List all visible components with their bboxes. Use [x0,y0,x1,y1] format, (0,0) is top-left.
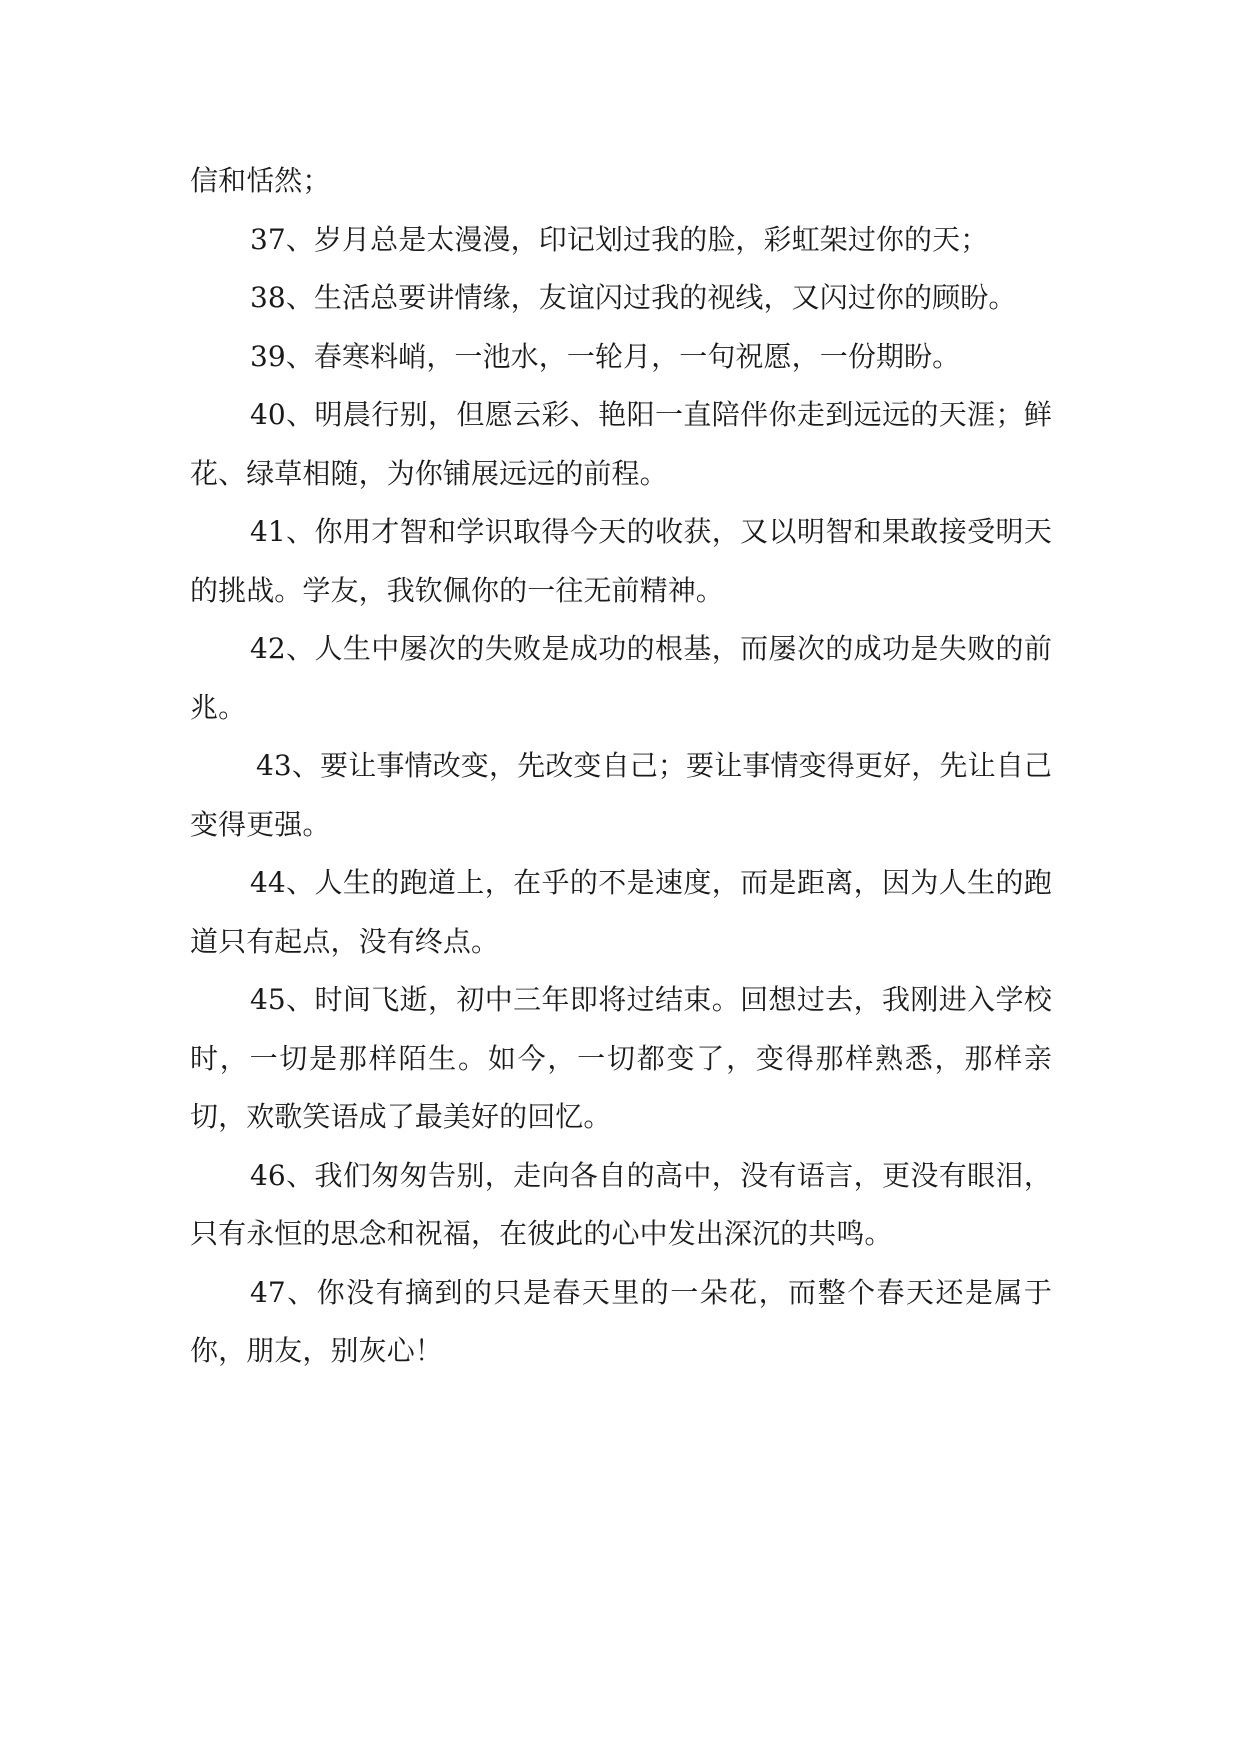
paragraph-40: 40、明晨行别，但愿云彩、艳阳一直陪伴你走到远远的天涯；鲜花、绿草相随，为你铺展远远的前程。 [190,398,1052,490]
paragraph-46: 46、我们匆匆告别，走向各自的高中，没有语言，更没有眼泪，只有永恒的思念和祝福，在彼此的心中发出深沉的共鸣。 [190,1158,1052,1250]
paragraph-41: 41、你用才智和学识取得今天的收获，又以明智和果敢接受明天的挑战。学友，我钦佩你的一往无前精神。 [190,515,1052,607]
paragraph-45: 45、时间飞逝，初中三年即将过结束。回想过去，我刚进入学校时，一切是那样陌生。如今，一切都变了，变得那样熟悉，那样亲切，欢歌笑语成了最美好的回忆。 [190,983,1052,1133]
paragraph-43: 43、要让事情改变，先改变自己；要让事情变得更好，先让自己变得更强。 [190,749,1052,841]
paragraph-47: 47、你没有摘到的只是春天里的一朵花，而整个春天还是属于你，朋友，别灰心！ [190,1275,1052,1367]
paragraph-continuation: 信和恬然； [190,164,331,197]
paragraph-44: 44、人生的跑道上，在乎的不是速度，而是距离，因为人生的跑道只有起点，没有终点。 [190,866,1052,958]
paragraph-37: 37、岁月总是太漫漫，印记划过我的脸，彩虹架过你的天； [250,222,989,256]
paragraph-38: 38、生活总要讲情缘，友谊闪过我的视线，又闪过你的顾盼。 [250,281,1017,314]
document-body [190,152,1052,1381]
paragraph-42: 42、人生中屡次的失败是成功的根基，而屡次的成功是失败的前兆。 [190,632,1052,724]
paragraph-39: 39、春寒料峭，一池水，一轮月，一句祝愿，一份期盼。 [250,339,961,373]
